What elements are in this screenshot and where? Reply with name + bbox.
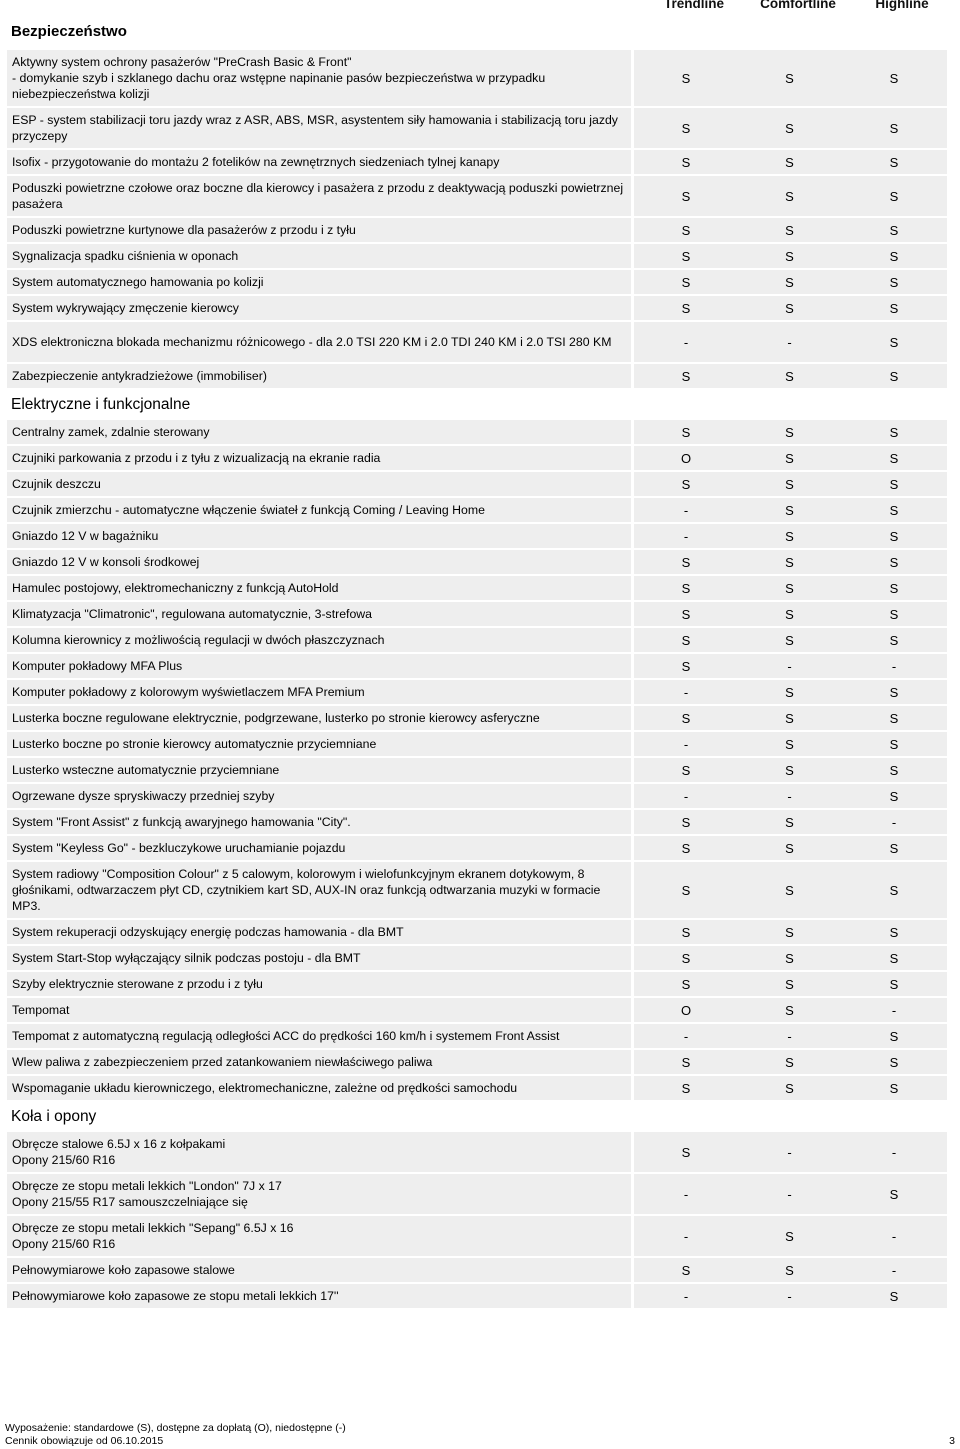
table-row <box>7 998 953 1022</box>
table-row <box>7 862 953 918</box>
availability-comfortline: S <box>785 736 794 752</box>
table-row <box>7 602 953 626</box>
availability-trendline: S <box>681 976 691 992</box>
table-row <box>7 1024 953 1048</box>
availability-cells <box>634 920 947 944</box>
feature-label: Poduszki powietrzne kurtynowe dla pasażerów z przodu i z tyłu <box>12 223 356 237</box>
feature-label: Czujnik zmierzchu - automatyczne włączenie świateł z funkcją Coming / Leaving Home <box>12 503 485 517</box>
availability-comfortline: S <box>785 632 794 648</box>
table-row <box>7 784 953 808</box>
feature-label-cell <box>7 1284 631 1308</box>
availability-highline: S <box>889 840 899 856</box>
table-row <box>7 628 953 652</box>
table-row <box>7 732 953 756</box>
feature-label: Isofix - przygotowanie do montażu 2 fotelików na zewnętrznych siedzeniach tylnej kanapy <box>12 155 500 169</box>
availability-highline: S <box>889 554 899 570</box>
section-title: Koła i opony <box>11 1108 97 1125</box>
feature-label-cell <box>7 1050 631 1074</box>
availability-comfortline: - <box>787 1144 792 1160</box>
availability-highline: S <box>889 1288 899 1304</box>
page-number: 3 <box>949 1435 955 1447</box>
feature-label: System radiowy "Composition Colour" z 5 calowym, kolorowym i wielofunkcyjnym ekranem dotykowym, 8 głośnikami, odtwarzaczem płyt CD, czytnikiem kart SD, AUX-IN oraz funkcją odtwarzania muzyki w formacie MP3. <box>12 867 601 913</box>
availability-highline: - <box>891 814 897 830</box>
availability-comfortline: S <box>785 368 794 384</box>
availability-trendline: S <box>681 950 691 966</box>
feature-label: Pełnowymiarowe koło zapasowe ze stopu metali lekkich 17'' <box>12 1289 339 1303</box>
table-row <box>7 150 953 174</box>
feature-label-cell <box>7 732 631 756</box>
availability-trendline: S <box>681 274 691 290</box>
feature-label: Lusterka boczne regulowane elektrycznie, podgrzewane, lusterko po stronie kierowcy asferyczne <box>12 711 540 725</box>
availability-cells <box>634 1076 947 1100</box>
section-title: Bezpieczeństwo <box>11 22 127 40</box>
feature-label: Kolumna kierownicy z możliwością regulacji w dwóch płaszczyznach <box>12 633 385 647</box>
availability-cells <box>634 836 947 860</box>
feature-label: Tempomat <box>12 1003 70 1017</box>
feature-label: Poduszki powietrzne czołowe oraz boczne dla kierowcy i pasażera z przodu z deaktywacją poduszki powietrznej pasażera <box>12 181 624 211</box>
feature-label-cell <box>7 1216 631 1256</box>
feature-label: Komputer pokładowy MFA Plus <box>12 659 183 673</box>
availability-comfortline: S <box>785 554 794 570</box>
availability-highline: S <box>889 188 899 204</box>
availability-cells <box>634 420 947 444</box>
availability-cells <box>634 998 947 1022</box>
table-row <box>7 322 953 362</box>
availability-cells <box>634 1284 947 1308</box>
availability-comfortline: S <box>785 924 794 940</box>
availability-highline: - <box>891 1262 897 1278</box>
availability-cells <box>634 218 947 242</box>
availability-trendline: - <box>683 1288 689 1304</box>
feature-label-cell <box>7 1132 631 1172</box>
availability-cells <box>634 550 947 574</box>
table-row <box>7 420 953 444</box>
availability-comfortline: S <box>785 684 794 700</box>
feature-label-cell <box>7 654 631 678</box>
feature-label-cell <box>7 810 631 834</box>
availability-trendline: S <box>681 70 691 86</box>
availability-cells <box>634 758 947 782</box>
availability-cells <box>634 1216 947 1256</box>
header-highline: Highline <box>875 0 929 11</box>
availability-highline: S <box>889 788 899 804</box>
availability-highline: S <box>889 274 899 290</box>
availability-highline: S <box>889 1080 899 1096</box>
availability-trendline: S <box>681 658 691 674</box>
feature-label-cell <box>7 524 631 548</box>
availability-cells <box>634 176 947 216</box>
availability-highline: S <box>889 710 899 726</box>
availability-comfortline: S <box>785 154 794 170</box>
availability-trendline: S <box>681 710 691 726</box>
availability-comfortline: S <box>785 950 794 966</box>
table-row <box>7 1174 953 1214</box>
feature-label-cell <box>7 758 631 782</box>
availability-highline: - <box>891 658 897 674</box>
availability-cells <box>634 322 947 362</box>
table-row <box>7 550 953 574</box>
availability-highline: S <box>889 300 899 316</box>
availability-highline: S <box>889 528 899 544</box>
table-row <box>7 706 953 730</box>
availability-trendline: - <box>683 1186 689 1202</box>
footer-legend: Wyposażenie: standardowe (S), dostępne za dopłatą (O), niedostępne (-) <box>5 1422 346 1434</box>
availability-comfortline: S <box>785 248 794 264</box>
feature-label: Klimatyzacja "Climatronic", regulowana automatycznie, 3-strefowa <box>12 607 373 621</box>
availability-comfortline: S <box>785 1054 794 1070</box>
availability-comfortline: S <box>785 476 794 492</box>
availability-highline: S <box>889 368 899 384</box>
availability-trendline: S <box>681 882 691 898</box>
availability-trendline: - <box>683 1028 689 1044</box>
availability-highline: S <box>889 248 899 264</box>
table-row <box>7 524 953 548</box>
availability-trendline: - <box>683 528 689 544</box>
table-row <box>7 576 953 600</box>
table-row <box>7 946 953 970</box>
availability-comfortline: - <box>787 1288 792 1304</box>
availability-comfortline: S <box>785 1002 794 1018</box>
availability-trendline: O <box>680 1002 692 1018</box>
table-row <box>7 270 953 294</box>
page-footer <box>5 1422 955 1448</box>
availability-trendline: S <box>681 580 691 596</box>
table-row <box>7 472 953 496</box>
availability-highline: S <box>889 1054 899 1070</box>
feature-label: Szyby elektrycznie sterowane z przodu i z tyłu <box>12 977 263 991</box>
availability-trendline: S <box>681 300 691 316</box>
table-row <box>7 364 953 388</box>
feature-label-cell <box>7 50 631 106</box>
availability-comfortline: S <box>785 1080 794 1096</box>
availability-cells <box>634 108 947 148</box>
feature-label-cell <box>7 150 631 174</box>
table-row <box>7 810 953 834</box>
availability-cells <box>634 946 947 970</box>
availability-highline: S <box>889 762 899 778</box>
availability-trendline: - <box>683 502 689 518</box>
availability-trendline: S <box>681 120 691 136</box>
feature-label-cell <box>7 998 631 1022</box>
feature-label: Lusterko wsteczne automatycznie przyciemniane <box>12 763 280 777</box>
availability-cells <box>634 1024 947 1048</box>
feature-label-cell <box>7 862 631 918</box>
availability-trendline: S <box>681 1144 691 1160</box>
feature-label: Komputer pokładowy z kolorowym wyświetlaczem MFA Premium <box>12 685 365 699</box>
availability-cells <box>634 810 947 834</box>
table-row <box>7 218 953 242</box>
table-row <box>7 1132 953 1172</box>
availability-trendline: S <box>681 606 691 622</box>
feature-label: Lusterko boczne po stronie kierowcy automatycznie przyciemniane <box>12 737 377 751</box>
feature-label: System wykrywający zmęczenie kierowcy <box>12 301 239 315</box>
availability-comfortline: - <box>787 334 792 350</box>
table-row <box>7 446 953 470</box>
availability-highline: S <box>889 502 899 518</box>
availability-comfortline: S <box>785 606 794 622</box>
availability-cells <box>634 270 947 294</box>
section-title: Elektryczne i funkcjonalne <box>11 396 191 413</box>
availability-comfortline: S <box>785 976 794 992</box>
availability-comfortline: S <box>785 814 794 830</box>
availability-trendline: - <box>683 788 689 804</box>
table-row <box>7 296 953 320</box>
feature-label: System Start-Stop wyłączający silnik podczas postoju - dla BMT <box>12 951 361 965</box>
availability-trendline: S <box>681 1054 691 1070</box>
availability-trendline: O <box>680 450 692 466</box>
table-row <box>7 680 953 704</box>
availability-highline: S <box>889 70 899 86</box>
availability-trendline: S <box>681 248 691 264</box>
header-comfortline: Comfortline <box>760 0 836 11</box>
table-row <box>7 1076 953 1100</box>
feature-label: XDS elektroniczna blokada mechanizmu różnicowego - dla 2.0 TSI 220 KM i 2.0 TDI 240 KM i 2.0 TSI 280 KM <box>12 335 612 349</box>
table-row <box>7 920 953 944</box>
feature-label-cell <box>7 1024 631 1048</box>
table-row <box>7 244 953 268</box>
feature-label: System "Front Assist" z funkcją awaryjnego hamowania "City". <box>12 815 351 829</box>
availability-comfortline: S <box>785 120 794 136</box>
feature-label-cell <box>7 1258 631 1282</box>
equipment-table <box>7 18 953 1310</box>
availability-highline: - <box>891 1144 897 1160</box>
footer-date: Cennik obowiązuje od 06.10.2015 <box>5 1435 164 1447</box>
feature-label-cell <box>7 218 631 242</box>
availability-comfortline: S <box>785 710 794 726</box>
availability-trendline: S <box>681 554 691 570</box>
availability-comfortline: S <box>785 222 794 238</box>
availability-trendline: S <box>681 222 691 238</box>
availability-cells <box>634 364 947 388</box>
feature-label: Ogrzewane dysze spryskiwaczy przedniej szyby <box>12 789 275 803</box>
feature-label-cell <box>7 1174 631 1214</box>
availability-cells <box>634 972 947 996</box>
availability-cells <box>634 446 947 470</box>
feature-label: System "Keyless Go" - bezkluczykowe uruchamianie pojazdu <box>12 841 346 855</box>
feature-label-cell <box>7 706 631 730</box>
availability-comfortline: S <box>785 1228 794 1244</box>
table-row <box>7 1050 953 1074</box>
availability-trendline: S <box>681 814 691 830</box>
feature-label: Gniazdo 12 V w konsoli środkowej <box>12 555 200 569</box>
table-row <box>7 176 953 216</box>
feature-label: ESP - system stabilizacji toru jazdy wraz z ASR, ABS, MSR, asystentem siły hamowania i stabilizacją toru jazdy przyczepy <box>12 113 618 143</box>
availability-highline: S <box>889 736 899 752</box>
feature-label: Tempomat z automatyczną regulacją odległości ACC do prędkości 160 km/h i systemem Front Assist <box>12 1029 560 1043</box>
feature-label: Czujniki parkowania z przodu i z tyłu z wizualizacją na ekranie radia <box>12 451 381 465</box>
table-row <box>7 654 953 678</box>
availability-highline: S <box>889 606 899 622</box>
availability-highline: S <box>889 1028 899 1044</box>
availability-highline: S <box>889 580 899 596</box>
feature-label-cell <box>7 270 631 294</box>
availability-cells <box>634 472 947 496</box>
availability-cells <box>634 862 947 918</box>
feature-label-cell <box>7 836 631 860</box>
feature-label: Obręcze ze stopu metali lekkich "Sepang" 6.5J x 16 Opony 215/60 R16 <box>12 1221 294 1251</box>
feature-label: Pełnowymiarowe koło zapasowe stalowe <box>12 1263 235 1277</box>
availability-cells <box>634 296 947 320</box>
availability-trendline: S <box>681 424 691 440</box>
availability-cells <box>634 628 947 652</box>
feature-label-cell <box>7 1076 631 1100</box>
availability-trendline: S <box>681 1262 691 1278</box>
availability-comfortline: S <box>785 70 794 86</box>
availability-comfortline: - <box>787 1186 792 1202</box>
feature-label: System rekuperacji odzyskujący energię podczas hamowania - dla BMT <box>12 925 404 939</box>
feature-label-cell <box>7 920 631 944</box>
availability-cells <box>634 654 947 678</box>
availability-cells <box>634 524 947 548</box>
availability-cells <box>634 50 947 106</box>
feature-label-cell <box>7 176 631 216</box>
availability-highline: S <box>889 222 899 238</box>
availability-highline: S <box>889 334 899 350</box>
feature-label-cell <box>7 498 631 522</box>
feature-label-cell <box>7 602 631 626</box>
availability-trendline: S <box>681 924 691 940</box>
feature-label-cell <box>7 472 631 496</box>
feature-label-cell <box>7 322 631 362</box>
availability-highline: S <box>889 950 899 966</box>
availability-highline: S <box>889 924 899 940</box>
availability-highline: S <box>889 684 899 700</box>
feature-label-cell <box>7 784 631 808</box>
availability-comfortline: S <box>785 274 794 290</box>
feature-label-cell <box>7 946 631 970</box>
feature-label-cell <box>7 550 631 574</box>
feature-label-cell <box>7 420 631 444</box>
table-row <box>7 972 953 996</box>
availability-comfortline: S <box>785 762 794 778</box>
availability-highline: S <box>889 154 899 170</box>
table-row <box>7 758 953 782</box>
availability-trendline: S <box>681 762 691 778</box>
feature-label: Wspomaganie układu kierowniczego, elektromechaniczne, zależne od prędkości samochodu <box>12 1081 518 1095</box>
availability-trendline: S <box>681 1080 691 1096</box>
table-row <box>7 50 953 106</box>
availability-trendline: S <box>681 368 691 384</box>
availability-comfortline: S <box>785 450 794 466</box>
availability-comfortline: S <box>785 580 794 596</box>
feature-label-cell <box>7 576 631 600</box>
availability-cells <box>634 680 947 704</box>
availability-highline: S <box>889 450 899 466</box>
availability-comfortline: S <box>785 882 794 898</box>
availability-trendline: S <box>681 632 691 648</box>
table-row <box>7 1284 953 1308</box>
availability-cells <box>634 732 947 756</box>
availability-cells <box>634 244 947 268</box>
availability-highline: S <box>889 976 899 992</box>
availability-highline: S <box>889 424 899 440</box>
feature-label: Hamulec postojowy, elektromechaniczny z funkcją AutoHold <box>12 581 339 595</box>
availability-highline: S <box>889 476 899 492</box>
feature-label: Gniazdo 12 V w bagażniku <box>12 529 159 543</box>
feature-label: Zabezpieczenie antykradzieżowe (immobiliser) <box>12 369 267 383</box>
availability-trendline: S <box>681 840 691 856</box>
feature-label: Centralny zamek, zdalnie sterowany <box>12 425 210 439</box>
availability-cells <box>634 1132 947 1172</box>
header-trendline: Trendline <box>663 0 724 11</box>
availability-trendline: - <box>683 1228 689 1244</box>
availability-cells <box>634 784 947 808</box>
availability-highline: - <box>891 1002 897 1018</box>
availability-comfortline: S <box>785 424 794 440</box>
availability-trendline: - <box>683 684 689 700</box>
availability-highline: S <box>889 882 899 898</box>
availability-cells <box>634 1050 947 1074</box>
feature-label: System automatycznego hamowania po kolizji <box>12 275 264 289</box>
availability-trendline: S <box>681 476 691 492</box>
feature-label-cell <box>7 296 631 320</box>
feature-label: Obręcze stalowe 6.5J x 16 z kołpakami Opony 215/60 R16 <box>12 1137 226 1167</box>
table-row <box>7 836 953 860</box>
availability-comfortline: - <box>787 658 792 674</box>
availability-trendline: - <box>683 334 689 350</box>
feature-label: Sygnalizacja spadku ciśnienia w oponach <box>12 249 239 263</box>
availability-highline: - <box>891 1228 897 1244</box>
availability-cells <box>634 150 947 174</box>
availability-comfortline: - <box>787 788 792 804</box>
availability-comfortline: - <box>787 1028 792 1044</box>
table-row <box>7 1258 953 1282</box>
availability-comfortline: S <box>785 300 794 316</box>
availability-comfortline: S <box>785 188 794 204</box>
feature-label: Obręcze ze stopu metali lekkich "London" 7J x 17 Opony 215/55 R17 samouszczelniające się <box>12 1179 282 1209</box>
availability-trendline: S <box>681 154 691 170</box>
availability-comfortline: S <box>785 502 794 518</box>
feature-label-cell <box>7 108 631 148</box>
feature-label-cell <box>7 446 631 470</box>
feature-label-cell <box>7 244 631 268</box>
availability-cells <box>634 498 947 522</box>
feature-label-cell <box>7 680 631 704</box>
availability-highline: S <box>889 1186 899 1202</box>
availability-cells <box>634 706 947 730</box>
feature-label: Aktywny system ochrony pasażerów "PreCrash Basic & Front" - domykanie szyb i szklanego dachu oraz wstępne napinanie pasów bezpieczeństwa w przypadku niebezpieczeństwa kolizji <box>12 55 546 101</box>
availability-highline: S <box>889 632 899 648</box>
availability-comfortline: S <box>785 1262 794 1278</box>
availability-trendline: S <box>681 188 691 204</box>
feature-label-cell <box>7 628 631 652</box>
availability-highline: S <box>889 120 899 136</box>
feature-label: Czujnik deszczu <box>12 477 101 491</box>
availability-comfortline: S <box>785 840 794 856</box>
availability-comfortline: S <box>785 528 794 544</box>
table-row <box>7 498 953 522</box>
availability-cells <box>634 1174 947 1214</box>
table-row <box>7 1216 953 1256</box>
feature-label-cell <box>7 364 631 388</box>
feature-label-cell <box>7 972 631 996</box>
table-row <box>7 108 953 148</box>
feature-label: Wlew paliwa z zabezpieczeniem przed zatankowaniem niewłaściwego paliwa <box>12 1055 433 1069</box>
availability-cells <box>634 1258 947 1282</box>
availability-cells <box>634 576 947 600</box>
availability-trendline: - <box>683 736 689 752</box>
availability-cells <box>634 602 947 626</box>
